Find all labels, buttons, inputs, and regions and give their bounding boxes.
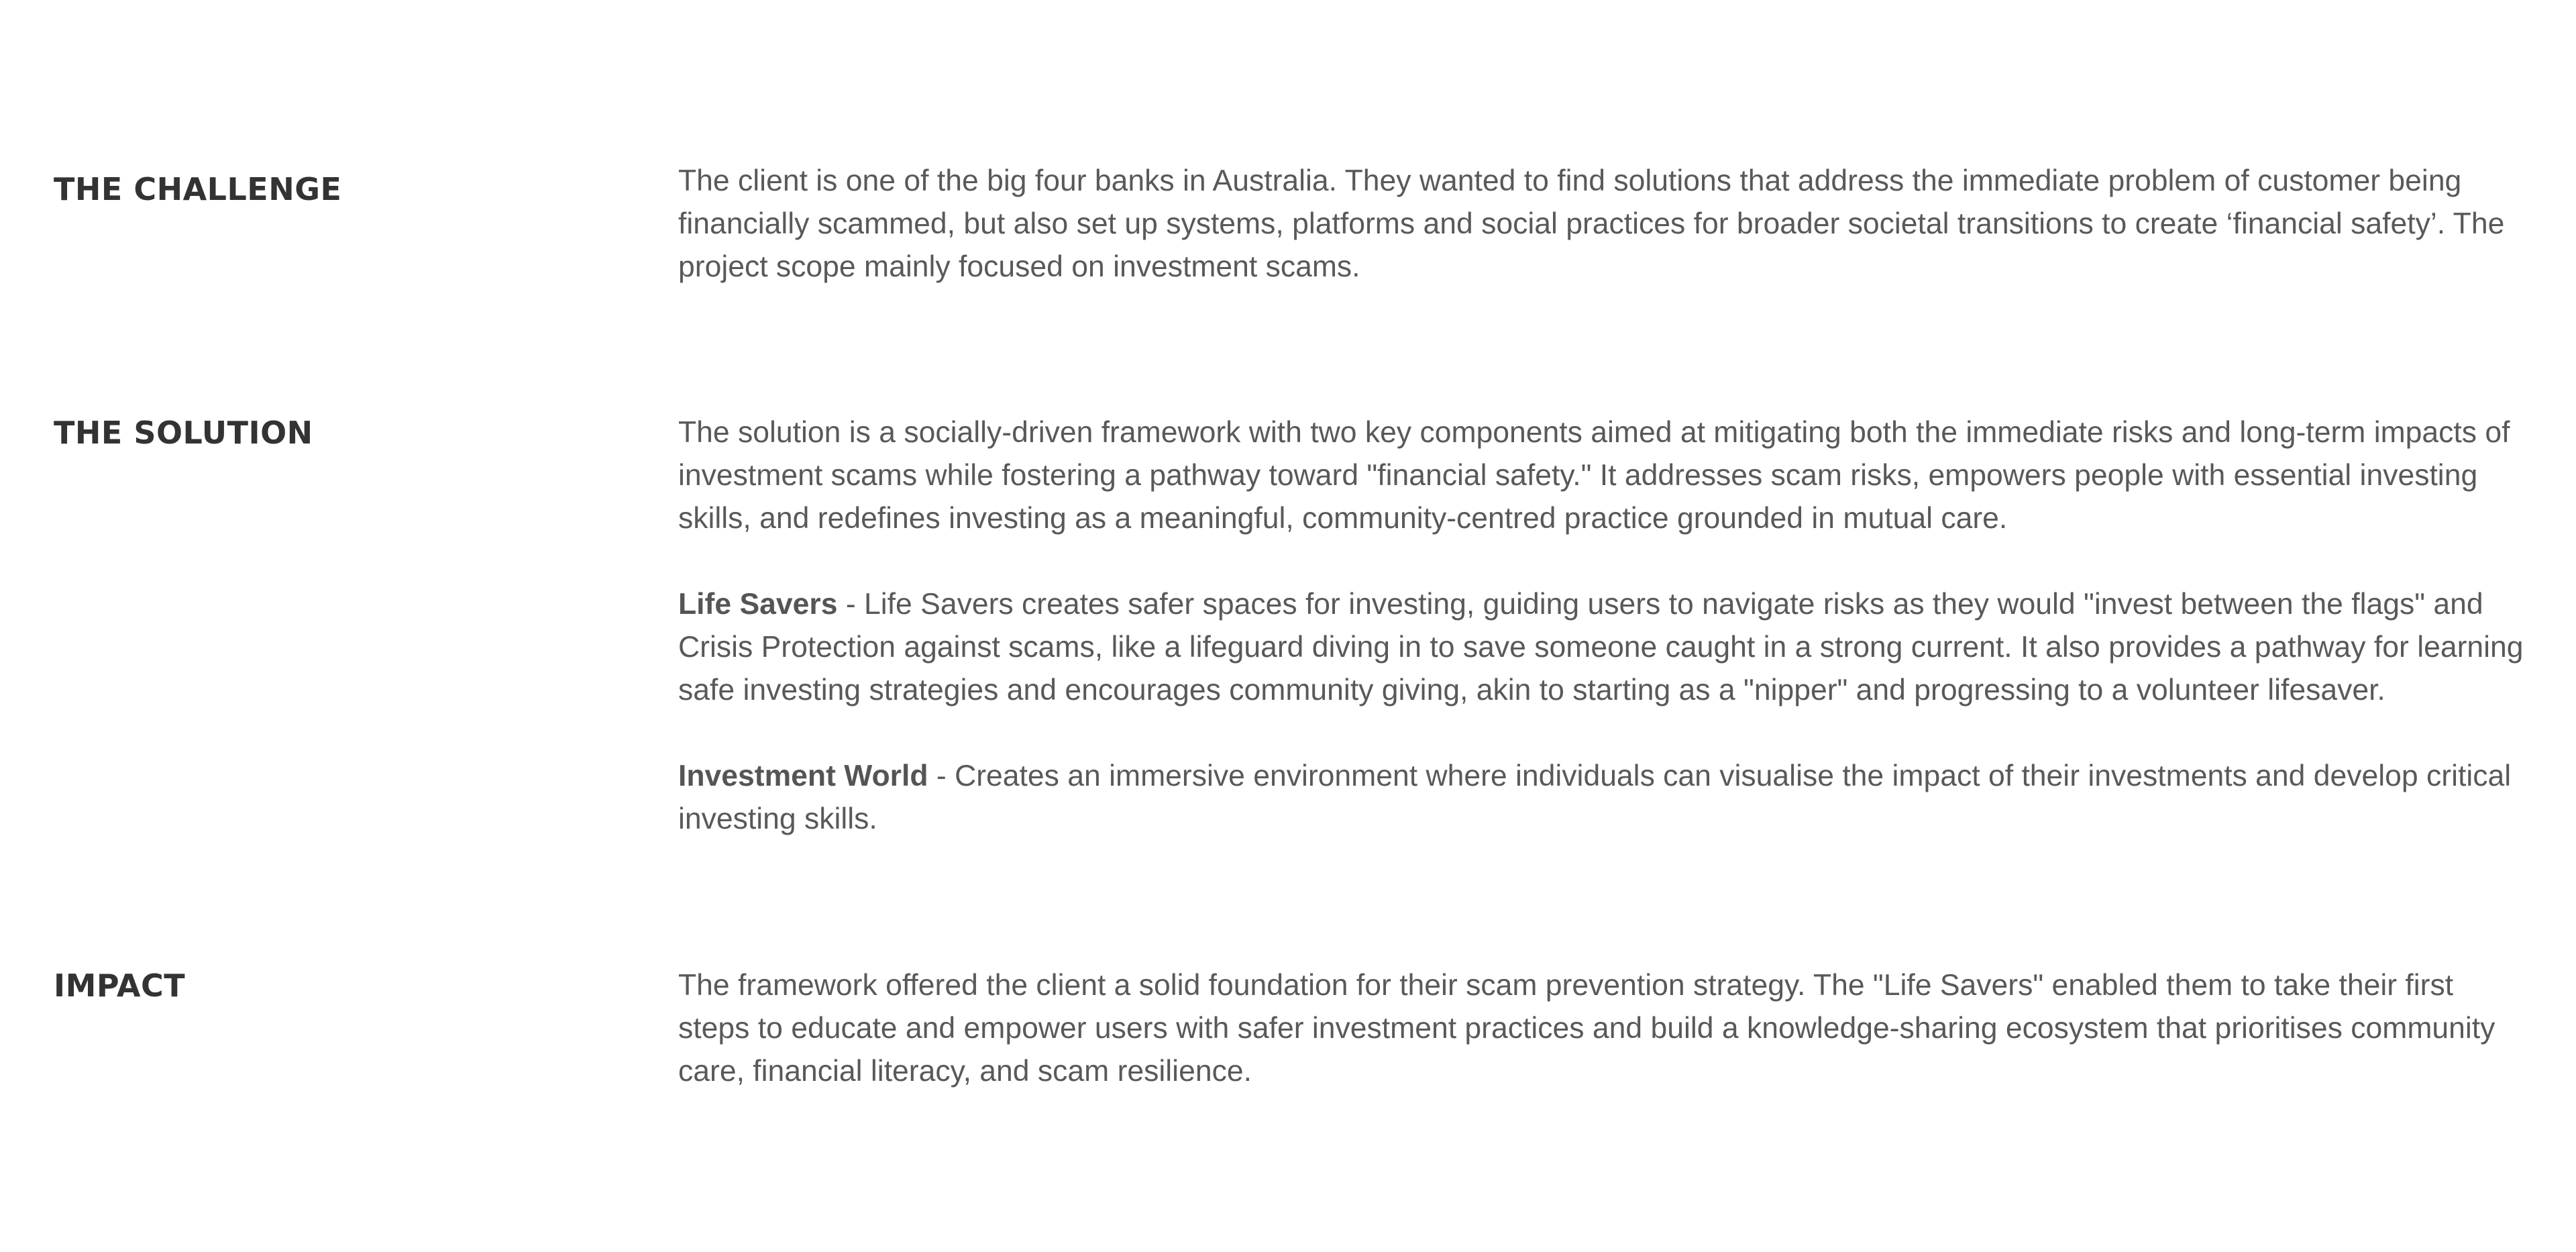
solution-heading: THE SOLUTION — [54, 415, 313, 451]
challenge-paragraph: The client is one of the big four banks in Australia. They wanted to find solutions that address the immediate problem of customer being financially scammed, but also set up systems, platforms and social practices for broader societal transitions to create ‘financial safety’. The project scope mainly focused on investment scams. — [678, 164, 2505, 283]
component-description-investment-world: - Creates an immersive environment where individuals can visualise the impact of their investments and develop critical investing skills. — [678, 760, 2512, 835]
component-name-life-savers: Life Savers — [678, 588, 838, 621]
challenge-body — [678, 160, 2530, 289]
solution-intro-paragraph: The solution is a socially-driven framework with two key components aimed at mitigating both the immediate risks and long-term impacts of investment scams while fostering a pathway toward "financial safety." It addresses scam risks, empowers people with essential investing skills, and redefines investing as a meaningful, community-centred practice grounded in mutual care. — [678, 416, 2510, 535]
impact-body — [678, 964, 2530, 1093]
component-name-investment-world: Investment World — [678, 760, 928, 792]
solution-component-investment-world — [678, 755, 2530, 841]
impact-paragraph: The framework offered the client a solid foundation for their scam prevention strategy. The "Life Savers" enabled them to take their first steps to educate and empower users with safer investment practices and build a knowledge-sharing ecosystem that prioritises community care, financial literacy, and scam resilience. — [678, 969, 2496, 1088]
component-description-life-savers: - Life Savers creates safer spaces for investing, guiding users to navigate risks as they would "invest between the flags" and Crisis Protection against scams, like a lifeguard diving in to save someone caught in a strong current. It also provides a pathway for learning safe investing strategies and encourages community giving, akin to starting as a "nipper" and progressing to a volunteer lifesaver. — [678, 588, 2524, 707]
solution-body — [678, 411, 2530, 841]
challenge-heading: THE CHALLENGE — [54, 171, 342, 207]
impact-heading: IMPACT — [54, 968, 186, 1004]
solution-component-life-savers — [678, 583, 2530, 712]
